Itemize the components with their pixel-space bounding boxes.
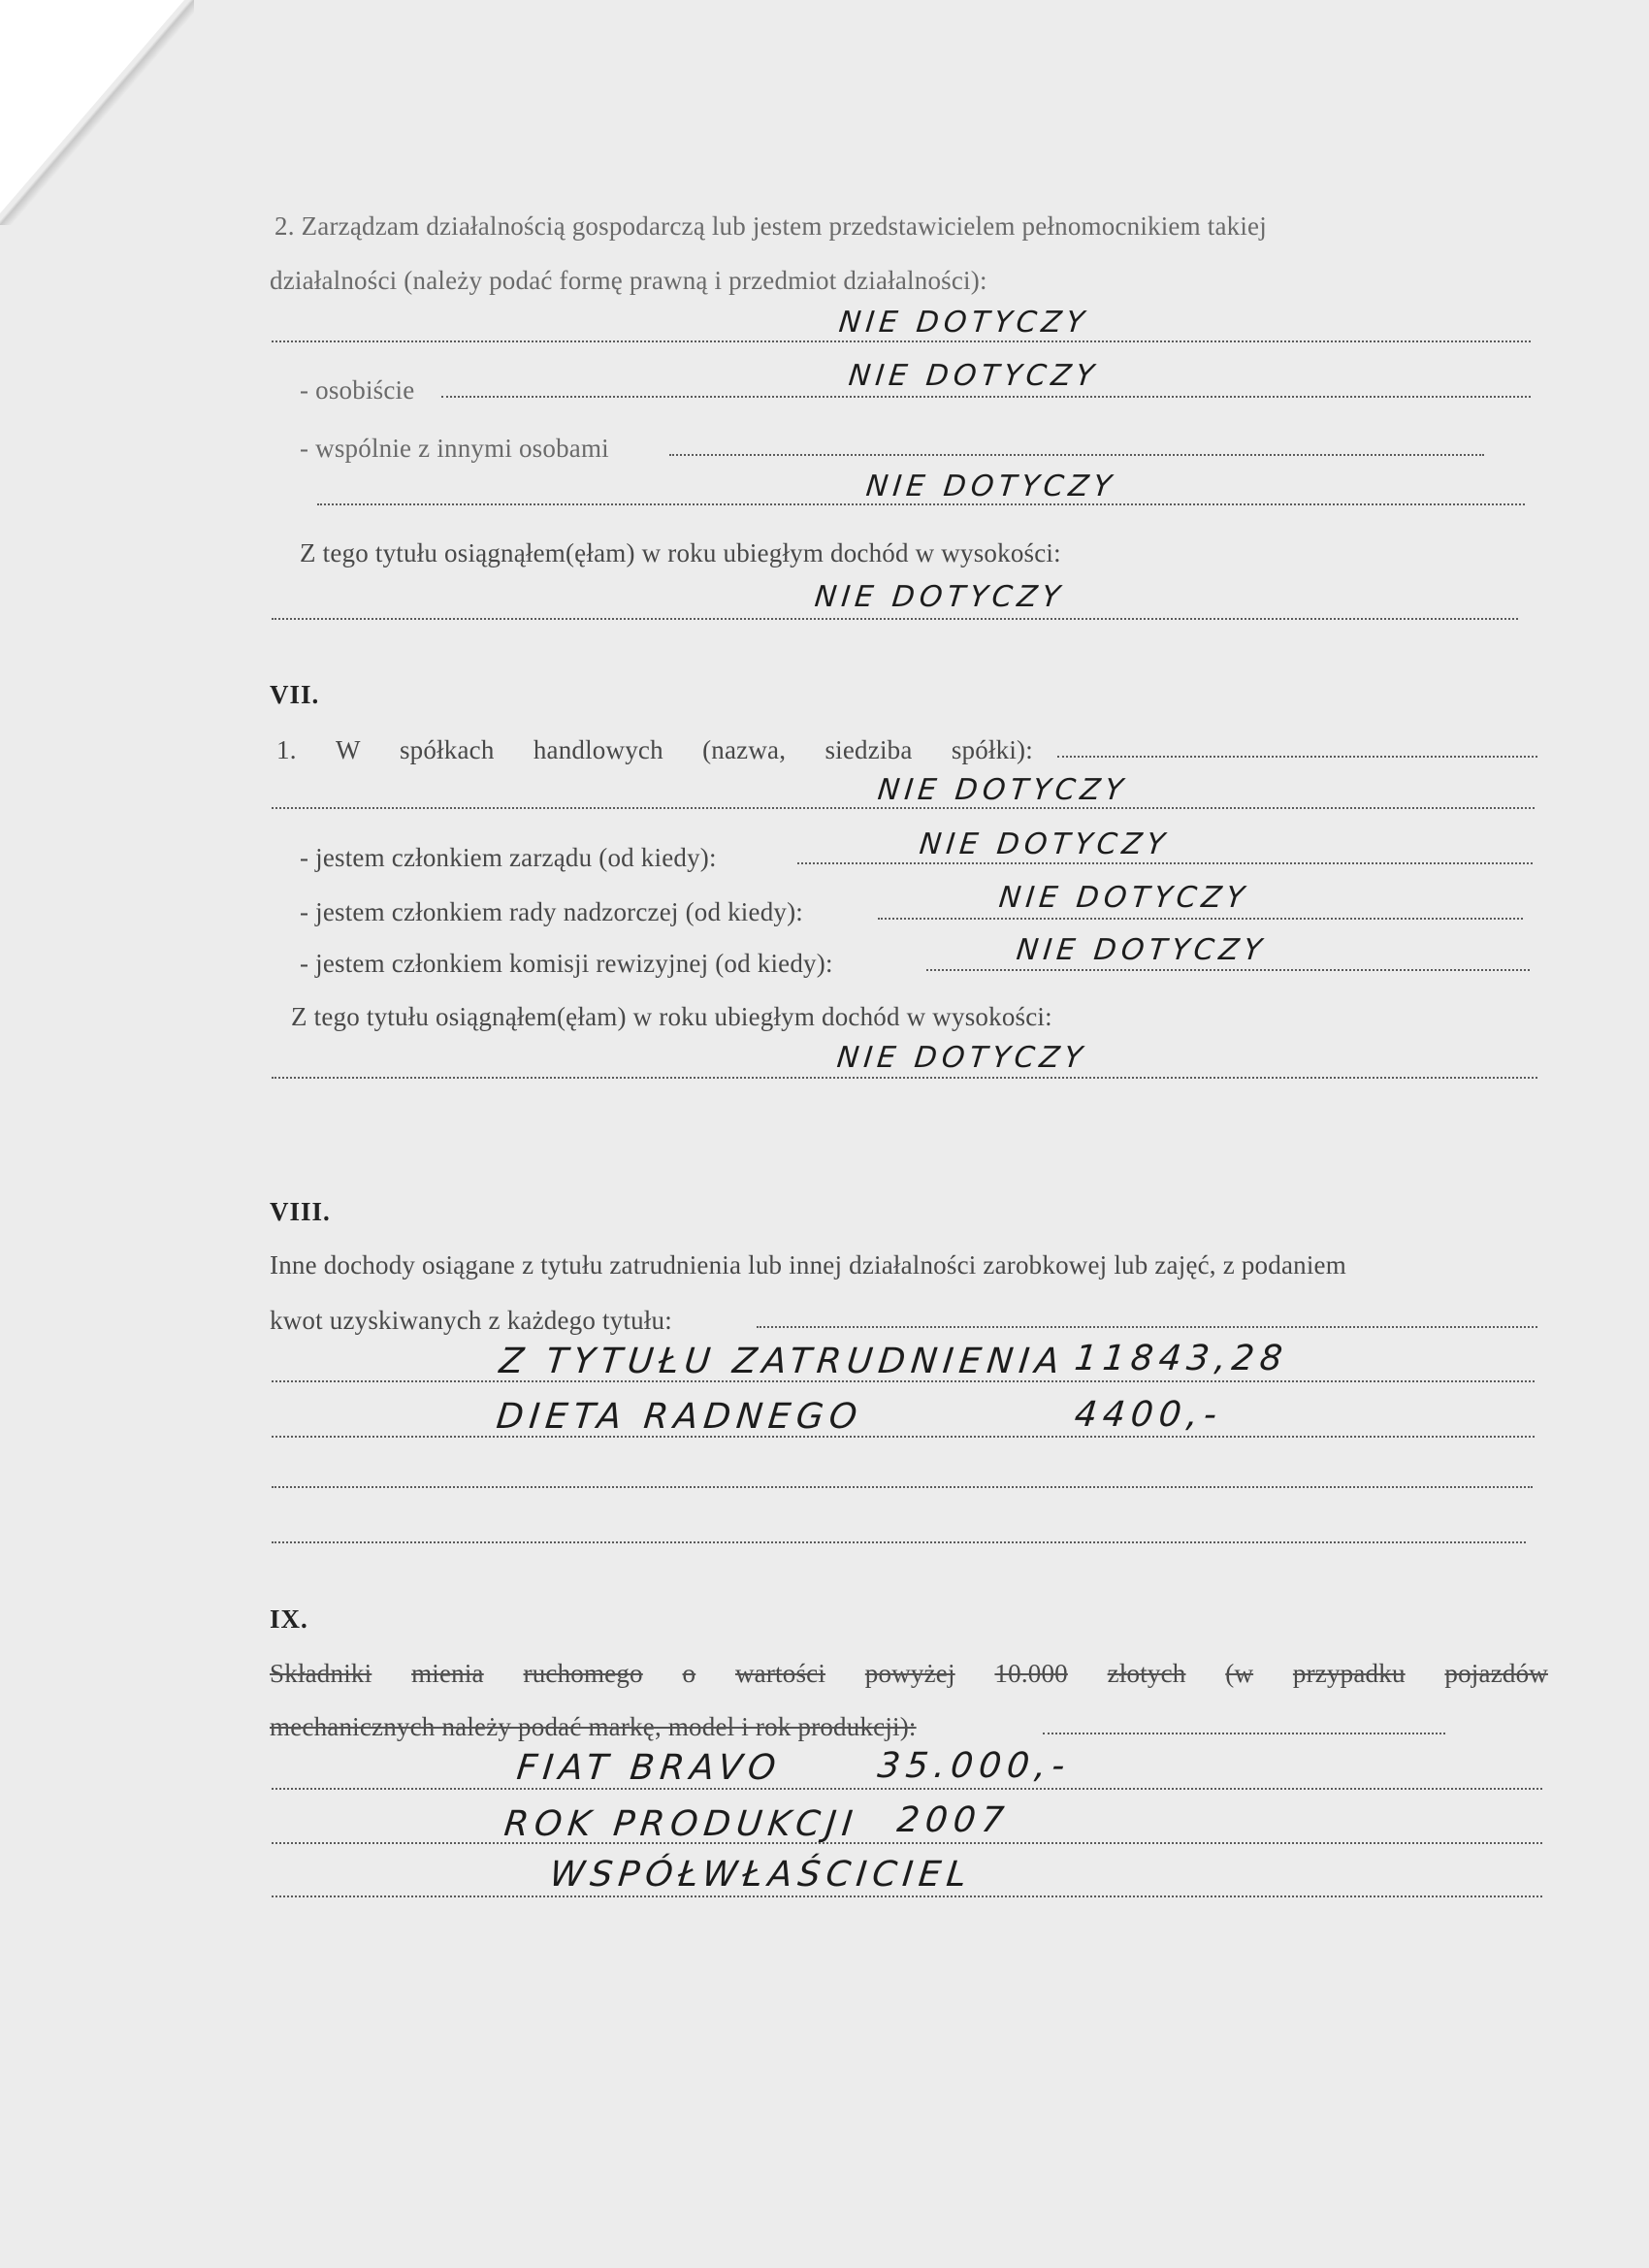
dotted-line — [272, 1788, 1542, 1790]
word: spółki): — [951, 735, 1033, 764]
dotted-line — [272, 807, 1535, 809]
word: 1. — [276, 735, 297, 764]
dotted-line — [272, 1541, 1526, 1543]
dotted-line — [797, 862, 1533, 864]
handwritten-zarzad: NIE DOTYCZY — [918, 827, 1172, 861]
section-viii-heading: VIII. — [270, 1197, 331, 1226]
word: złotych — [1107, 1659, 1186, 1688]
rada-label: - jestem członkiem rady nadzorczej (od kiedy): — [300, 897, 803, 926]
dotted-line — [272, 618, 1518, 620]
dotted-line — [272, 1842, 1542, 1844]
word: ruchomego — [523, 1659, 643, 1688]
sec-ix-line1 — [270, 1659, 1548, 1689]
dotted-line — [757, 1326, 1537, 1328]
word: handlowych — [533, 735, 663, 764]
word: o — [682, 1659, 696, 1688]
word: 10.000 — [994, 1659, 1068, 1688]
sec-vi-p2-line1: 2. Zarządzam działalnością gospodarczą lub jestem przedstawicielem pełnomocnikiem takiej — [275, 211, 1267, 241]
handwritten-car-value: 35.000,- — [875, 1746, 1073, 1786]
dotted-line — [272, 340, 1531, 342]
word: siedziba — [824, 735, 913, 764]
handwritten-dochod-vi: NIE DOTYCZY — [813, 580, 1067, 614]
folded-corner-edge — [0, 0, 194, 225]
word: mienia — [411, 1659, 484, 1688]
dotted-line — [441, 396, 1531, 398]
komisja-label: - jestem członkiem komisji rewizyjnej (od kiedy): — [300, 949, 833, 978]
handwritten-share: WSPÓŁWŁAŚCICIEL — [547, 1855, 975, 1895]
handwritten-car: FIAT BRAVO — [514, 1748, 784, 1788]
word: W — [335, 735, 361, 764]
handwritten-spolki: NIE DOTYCZY — [876, 773, 1130, 807]
section-ix-heading: IX. — [270, 1604, 308, 1634]
handwritten-income-amount: 4400,- — [1072, 1395, 1225, 1435]
handwritten-income-title: DIETA RADNEGO — [494, 1397, 865, 1437]
word: wartości — [734, 1659, 826, 1688]
handwritten-wspolnie: NIE DOTYCZY — [864, 470, 1118, 503]
dotted-line — [926, 969, 1530, 971]
word: przypadku — [1292, 1659, 1406, 1688]
handwritten-year-label: ROK PRODUKCJI — [501, 1804, 860, 1844]
word: pojazdów — [1444, 1659, 1548, 1688]
dotted-line — [272, 1486, 1533, 1488]
handwritten-dochod-vii: NIE DOTYCZY — [835, 1041, 1089, 1075]
sec-viii-line1: Inne dochody osiągane z tytułu zatrudnienia lub innej działalności zarobkowej lub zajęć, z podaniem — [270, 1250, 1346, 1280]
section-vii-heading: VII. — [270, 680, 320, 709]
handwritten-osobiscie: NIE DOTYCZY — [847, 359, 1101, 393]
word: (w — [1225, 1659, 1254, 1688]
sec-vi-income-label: Z tego tytułu osiągnąłem(ęłam) w roku ubiegłym dochód w wysokości: — [300, 538, 1061, 567]
dotted-line — [1057, 756, 1537, 758]
sec-vii-income-label: Z tego tytułu osiągnąłem(ęłam) w roku ubiegłym dochód w wysokości: — [291, 1002, 1052, 1031]
sec-ix-line2: mechanicznych należy podać markę, model i rok produkcji): — [270, 1712, 917, 1741]
dotted-line — [272, 1895, 1542, 1897]
dotted-line — [317, 503, 1525, 505]
handwritten-rada: NIE DOTYCZY — [997, 881, 1251, 915]
osobiscie-label: - osobiście — [300, 375, 415, 405]
handwritten-year: 2007 — [894, 1800, 1012, 1840]
handwritten-income-amount: 11843,28 — [1072, 1339, 1290, 1378]
sec-viii-line2: kwot uzyskiwanych z każdego tytułu: — [270, 1306, 672, 1335]
wspolnie-label: - wspólnie z innymi osobami — [300, 434, 609, 463]
sec-vi-p2-line2: działalności (należy podać formę prawną i przedmiot działalności): — [270, 266, 987, 295]
dotted-line — [878, 918, 1523, 920]
word: powyżej — [864, 1659, 955, 1688]
handwritten-forma: NIE DOTYCZY — [837, 306, 1091, 340]
dotted-line — [272, 1436, 1535, 1438]
word: spółkach — [399, 735, 495, 764]
dotted-line — [669, 454, 1484, 456]
handwritten-income-title: Z TYTUŁU ZATRUDNIENIA — [497, 1342, 1067, 1381]
handwritten-komisja: NIE DOTYCZY — [1015, 933, 1269, 967]
dotted-line — [1043, 1733, 1445, 1734]
word: (nazwa, — [702, 735, 787, 764]
sec-vii-p1 — [276, 735, 1033, 765]
word: Składniki — [270, 1659, 372, 1688]
dotted-line — [272, 1077, 1537, 1079]
zarzad-label: - jestem członkiem zarządu (od kiedy): — [300, 843, 717, 872]
